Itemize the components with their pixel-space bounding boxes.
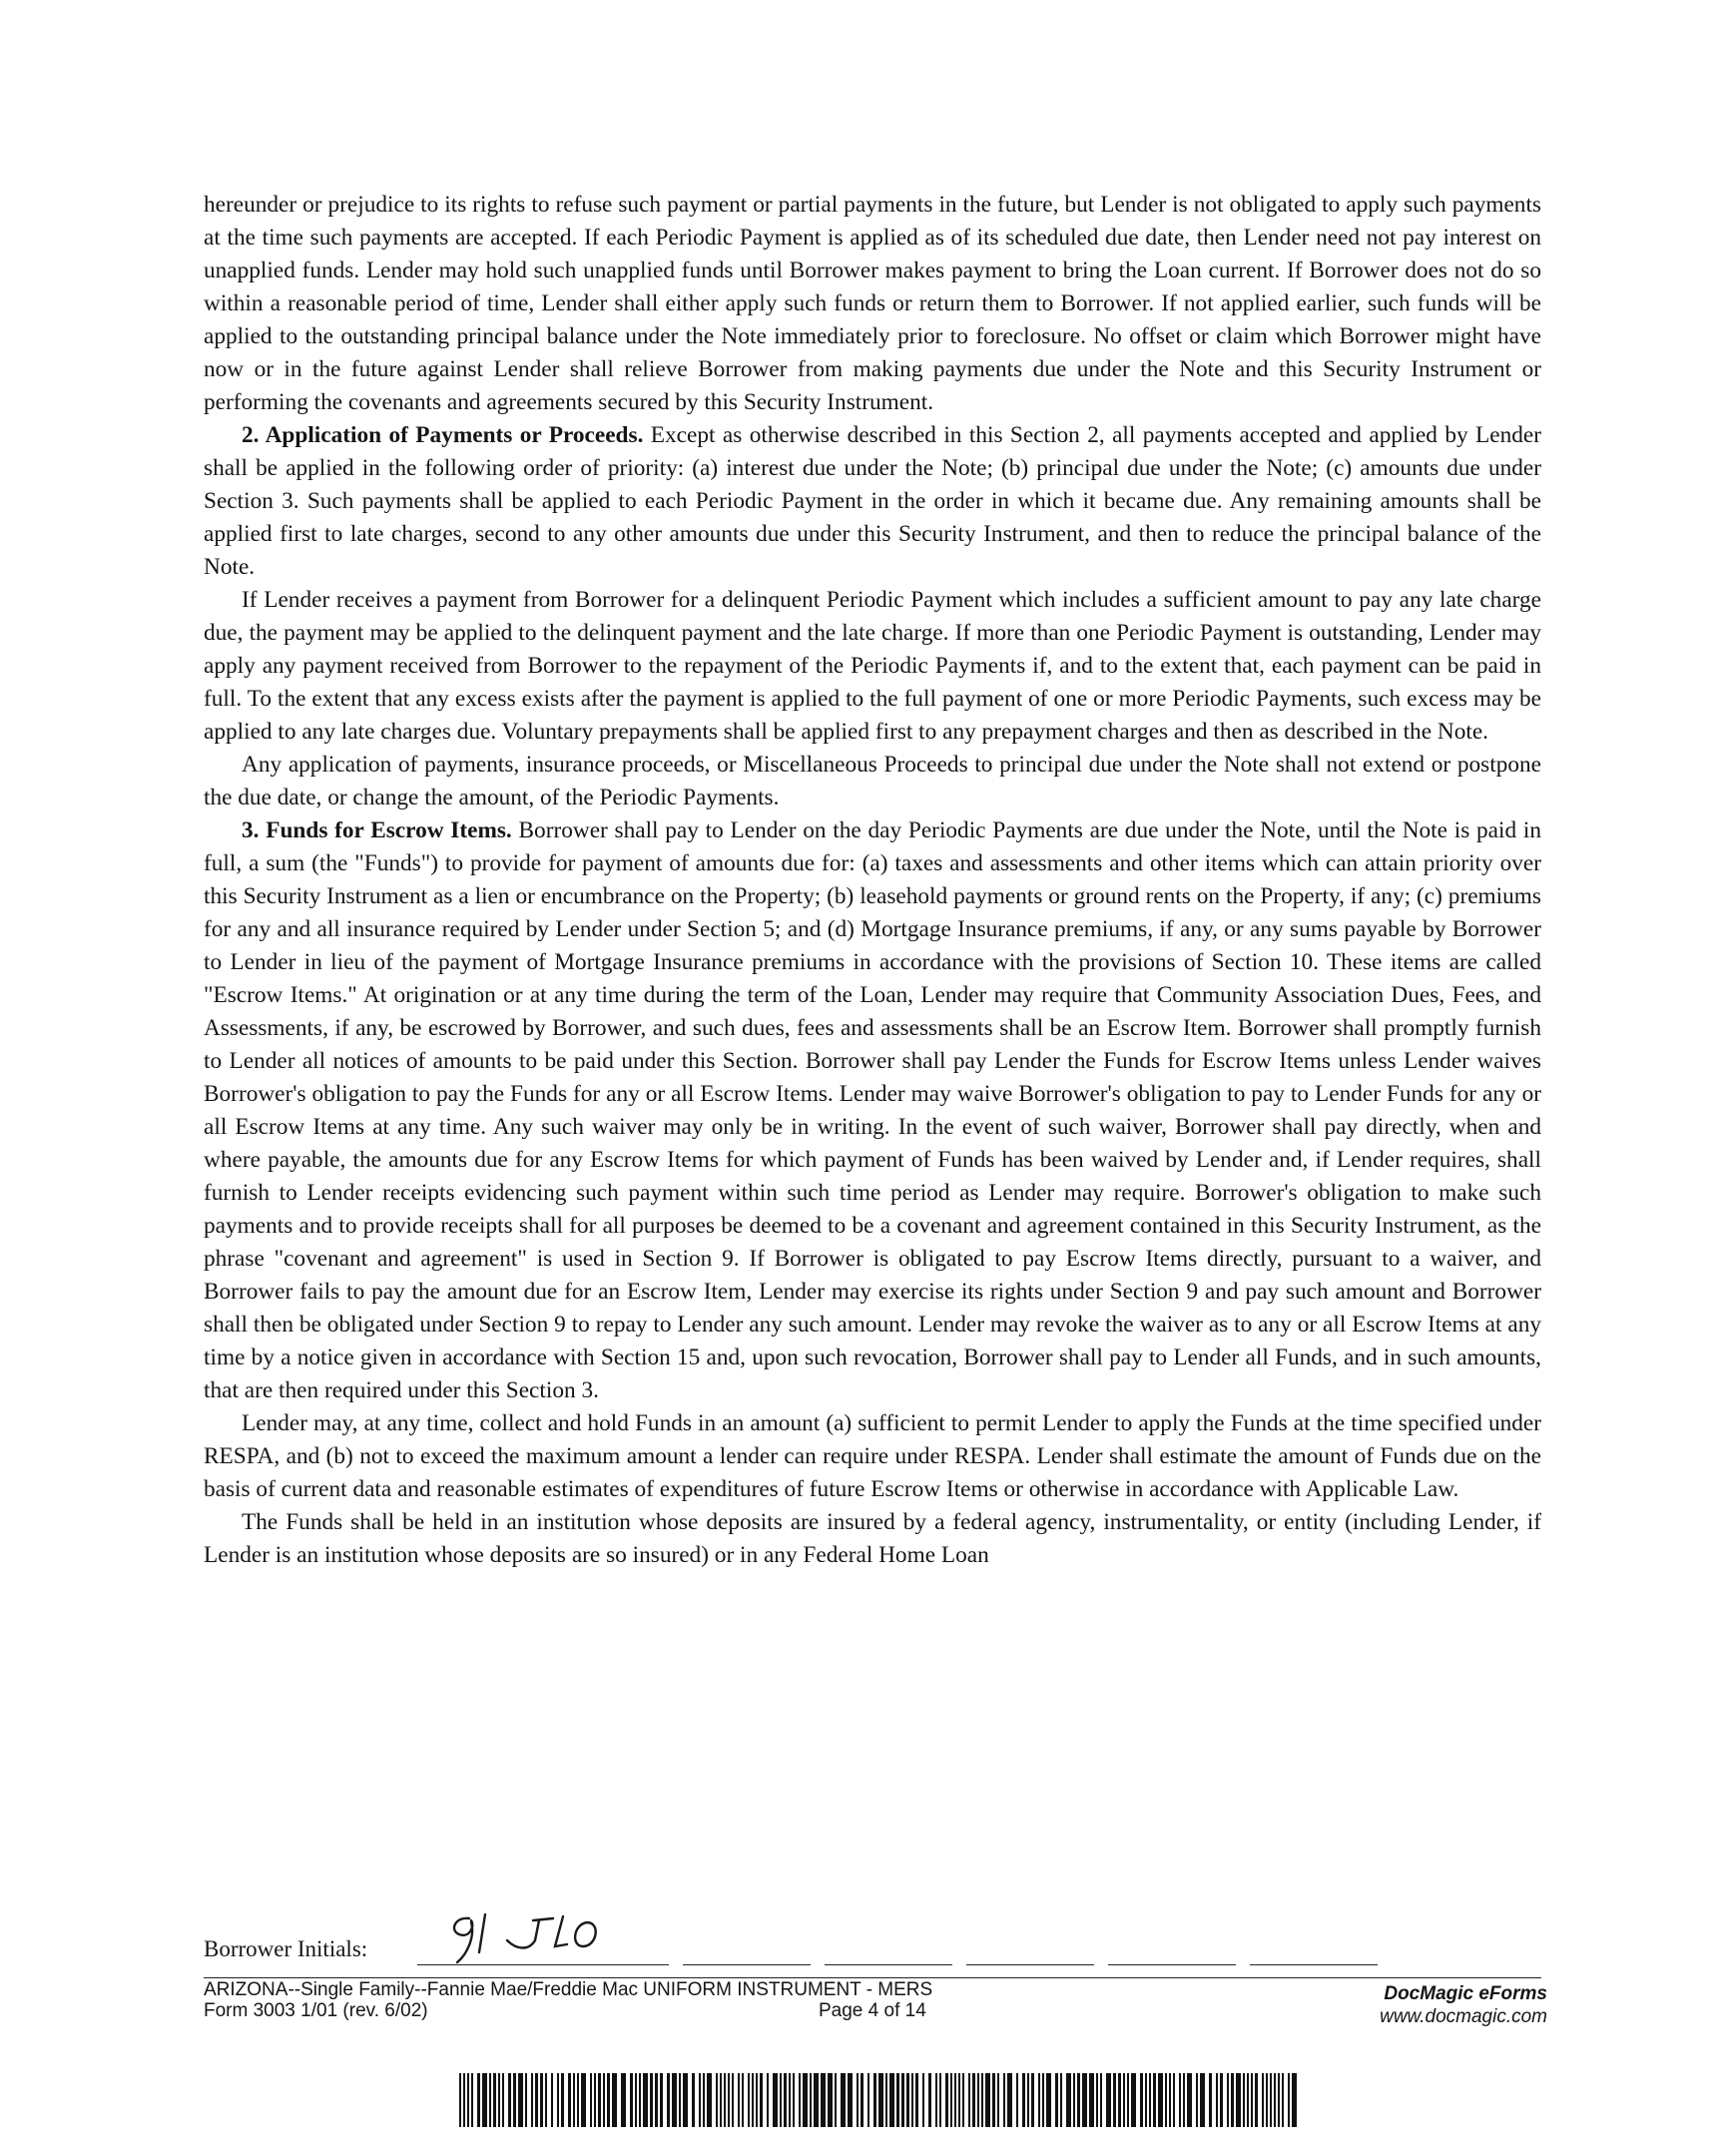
barcode-bar — [748, 2073, 750, 2127]
barcode-bar — [603, 2073, 605, 2127]
barcode-bar — [1209, 2073, 1212, 2127]
barcode-bar — [594, 2073, 596, 2127]
barcode-bar — [561, 2073, 564, 2127]
barcode-bar — [780, 2073, 782, 2127]
barcode-bar — [1278, 2073, 1280, 2127]
initials-line-4 — [966, 1912, 1094, 1965]
barcode-bar — [1255, 2073, 1258, 2127]
section-2-paragraph-2: If Lender receives a payment from Borrower for a delinquent Periodic Payment which includes a sufficient amount to pay any late charge due, the payment may be applied to the delinquent payment and the late charge. If more than one Periodic Payment is outstanding, Lender may apply any payment received from Borrower to the repayment of the Periodic Payments if, and to the extent that, each payment can be paid in full. To the extent that any excess exists after the payment is applied to the full payment of one or more Periodic Payments, such excess may be applied to any late charges due. Voluntary prepayments shall be applied first to any prepayment charges and then as described in the Note. — [204, 587, 1541, 745]
barcode-bar — [683, 2073, 688, 2127]
barcode-bar — [1220, 2073, 1223, 2127]
barcode-bar — [1038, 2073, 1040, 2127]
barcode-bar — [1200, 2073, 1205, 2127]
barcode-bar — [1113, 2073, 1116, 2127]
borrower-initials-row — [204, 1912, 1541, 1972]
section-3-paragraph-3: The Funds shall be held in an institution whose deposits are insured by a federal agency, instrumentality, or entity (including Lender, if Lender is an institution whose deposits are so insured) or in any Federal Home Loan — [204, 1509, 1541, 1568]
barcode-bar — [901, 2073, 904, 2127]
barcode-bar — [962, 2073, 964, 2127]
barcode-bar — [1027, 2073, 1029, 2127]
barcode-bar — [590, 2073, 592, 2127]
barcode-bar — [1227, 2073, 1229, 2127]
barcode-bar — [635, 2073, 637, 2127]
barcode-bar — [1262, 2073, 1264, 2127]
barcode-bar — [789, 2073, 791, 2127]
barcode-bar — [471, 2073, 473, 2127]
docmagic-logo: DocMagic eForms — [1384, 1983, 1547, 2004]
barcode-bar — [1007, 2073, 1012, 2127]
section-3-paragraph — [204, 814, 1541, 1407]
footer-divider — [204, 1977, 1541, 1978]
barcode-bar — [1100, 2073, 1102, 2127]
barcode-bar — [672, 2073, 677, 2127]
barcode-bar — [1089, 2073, 1094, 2127]
barcode-bar — [1173, 2073, 1175, 2127]
barcode-bar — [742, 2073, 744, 2127]
barcode-bar — [630, 2073, 633, 2127]
barcode-bar — [992, 2073, 995, 2127]
barcode-bar — [1118, 2073, 1121, 2127]
barcode-bar — [1274, 2073, 1276, 2127]
barcode-bar — [828, 2073, 833, 2127]
barcode-bar — [467, 2073, 469, 2127]
barcode-bar — [793, 2073, 795, 2127]
barcode-bar — [716, 2073, 718, 2127]
barcode-bar — [784, 2073, 787, 2127]
barcode-bar — [1153, 2073, 1156, 2127]
barcode-bar — [482, 2073, 487, 2127]
barcode-bar — [922, 2073, 924, 2127]
initials-line-3 — [825, 1912, 952, 1965]
barcode-bar — [1127, 2073, 1129, 2127]
barcode-bar — [935, 2073, 937, 2127]
section-2-paragraph — [204, 419, 1541, 584]
section-3-text: Borrower shall pay to Lender on the day Periodic Payments are due under the Note, until the Note is paid in full, a sum (the "Funds") to provide for payment of amounts due for: (a) taxes and assessments and other items which can attain priority over this Security Instrument as a lien or encumbrance on the Property; (b) leasehold payments or ground rents on the Property, if any; (c) premiums for any and all insurance required by Lender under Section 5; and (d) Mortgage Insurance premiums, if any, or any sums payable by Borrower to Lender in lieu of the payment of Mortgage Insurance premiums in accordance with the provisions of Section 10. These items are called "Escrow Items." At origination or at any time during the term of the Loan, Lender may require that Community Association Dues, Fees, and Assessments, if any, be escrowed by Borrower, and such dues, fees and assessments shall be an Escrow Item. Borrower shall promptly furnish to Lender all notices of amounts to be paid under this Section. Borrower shall pay Lender the Funds for Escrow Items unless Lender waives Borrower's obligation to pay the Funds for any or all Escrow Items. Lender may waive Borrower's obligation to pay to Lender Funds for any or all Escrow Items at any time. Any such waiver may only be in writing. In the event of such waiver, Borrower shall pay directly, when and where payable, the amounts due for any Escrow Items for which payment of Funds has been waived by Lender and, if Lender requires, shall furnish to Lender receipts evidencing such payment within such time period as Lender may require. Borrower's obligation to make such payments and to provide receipts shall for all purposes be deemed to be a covenant and agreement contained in this Security Instrument, as the phrase "covenant and agreement" is used in Section 9. If Borrower is obligated to pay Escrow Items directly, pursuant to a waiver, and Borrower fails to pay the amount due for an Escrow Item, Lender may exercise its rights under Section 9 and pay such amount and Borrower shall then be obligated under Section 9 to repay to Lender any such amount. Lender may revoke the waiver as to any or all Escrow Items at any time by a notice given in accordance with Section 15 and, upon such revocation, Borrower shall pay to Lender all Funds, and in such amounts, that are then required under this Section 3. — [204, 817, 1542, 1403]
barcode-bar — [540, 2073, 543, 2127]
barcode-bar — [679, 2073, 681, 2127]
barcode-bar — [650, 2073, 653, 2127]
barcode-bar — [502, 2073, 504, 2127]
barcode-bar — [545, 2073, 547, 2127]
barcode-bar — [968, 2073, 970, 2127]
initials-line-6 — [1250, 1912, 1378, 1965]
barcode-bar — [1042, 2073, 1044, 2127]
barcode-bar — [752, 2073, 754, 2127]
barcode-bar — [928, 2073, 931, 2127]
barcode-bar — [848, 2073, 853, 2127]
barcode-bar — [699, 2073, 701, 2127]
barcode-bar — [773, 2073, 778, 2127]
barcode-bar — [1096, 2073, 1098, 2127]
initials-line-5 — [1108, 1912, 1236, 1965]
barcode-bar — [1169, 2073, 1171, 2127]
docmagic-website: www.docmagic.com — [1380, 2006, 1547, 2027]
barcode-bar — [954, 2073, 956, 2127]
barcode-bar — [655, 2073, 658, 2127]
barcode-bar — [1082, 2073, 1087, 2127]
barcode-bar — [767, 2073, 769, 2127]
barcode-bar — [557, 2073, 559, 2127]
section-3-paragraph-2: Lender may, at any time, collect and hold Funds in an amount (a) sufficient to permit Lender to apply the Funds at the time specified under RESPA, and (b) not to exceed the maximum amount a lender can require under RESPA. Lender shall estimate the amount of Funds due on the basis of current data and reasonable estimates of expenditures of future Escrow Items or otherwise in accordance with Applicable Law. — [204, 1410, 1541, 1502]
barcode-bar — [950, 2073, 952, 2127]
barcode-bar — [835, 2073, 837, 2127]
barcode-bar — [810, 2073, 812, 2127]
barcode-bar — [577, 2073, 579, 2127]
barcode-bar — [1288, 2073, 1290, 2127]
barcode-bar — [607, 2073, 610, 2127]
barcode-bar — [1055, 2073, 1058, 2127]
barcode-bar — [535, 2073, 538, 2127]
barcode-bar — [896, 2073, 899, 2127]
barcode-bar — [612, 2073, 617, 2127]
barcode-bar — [814, 2073, 819, 2127]
barcode-bar — [1131, 2073, 1136, 2127]
footer-brand-block — [1380, 1982, 1547, 2028]
barcode-bar — [1179, 2073, 1181, 2127]
barcode-bar — [1243, 2073, 1245, 2127]
barcode-bar — [489, 2073, 491, 2127]
barcode-bar — [1158, 2073, 1163, 2127]
barcode-bar — [1236, 2073, 1241, 2127]
body-text — [204, 189, 1541, 1572]
barcode-bar — [598, 2073, 601, 2127]
barcode-bar — [1016, 2073, 1018, 2127]
barcode-bar — [977, 2073, 979, 2127]
barcode-bar — [911, 2073, 913, 2127]
barcode-bar — [639, 2073, 641, 2127]
barcode-bar — [958, 2073, 960, 2127]
barcode-bar — [1187, 2073, 1192, 2127]
barcode-bar — [1077, 2073, 1080, 2127]
barcode-bar — [568, 2073, 571, 2127]
barcode-bar — [1270, 2073, 1272, 2127]
barcode-bar — [703, 2073, 705, 2127]
barcode-bar — [732, 2073, 734, 2127]
barcode-bar — [857, 2073, 859, 2127]
barcode-bar — [821, 2073, 826, 2127]
barcode-bar — [621, 2073, 626, 2127]
barcode-bar — [1149, 2073, 1151, 2127]
handwritten-initials — [417, 1906, 657, 1966]
barcode-bar — [692, 2073, 695, 2127]
barcode-bar — [1165, 2073, 1167, 2127]
initials-line-2 — [683, 1912, 811, 1965]
barcode-bar — [915, 2073, 918, 2127]
barcode-bar — [799, 2073, 801, 2127]
barcode-bar — [724, 2073, 726, 2127]
borrower-initials-label: Borrower Initials: — [204, 1936, 368, 1961]
section-2-paragraph-3: Any application of payments, insurance proceeds, or Miscellaneous Proceeds to principal due under the Note shall not extend or postpone the due date, or change the amount, of the Periodic Payments. — [204, 752, 1541, 810]
barcode-bar — [728, 2073, 730, 2127]
barcode-bar — [1003, 2073, 1005, 2127]
barcode-bar — [463, 2073, 465, 2127]
barcode-bar — [981, 2073, 983, 2127]
barcode-bar — [939, 2073, 941, 2127]
barcode-bar — [1292, 2073, 1297, 2127]
barcode-bar — [878, 2073, 883, 2127]
footer-form-title: ARIZONA--Single Family--Fannie Mae/Freddie Mac UNIFORM INSTRUMENT - MERS — [204, 1979, 933, 2000]
barcode-bar — [803, 2073, 808, 2127]
barcode-bar — [498, 2073, 500, 2127]
barcode-bar — [1066, 2073, 1071, 2127]
barcode-bar — [889, 2073, 894, 2127]
section-2-heading: 2. Application of Payments or Proceeds. — [242, 422, 644, 448]
barcode-bar — [867, 2073, 869, 2127]
barcode-bar — [643, 2073, 648, 2127]
barcode-bar — [573, 2073, 575, 2127]
barcode-bar — [720, 2073, 722, 2127]
barcode-bar — [1196, 2073, 1198, 2127]
barcode-bar — [972, 2073, 975, 2127]
barcode-bar — [531, 2073, 533, 2127]
barcode-bar — [841, 2073, 846, 2127]
barcode-bar — [513, 2073, 516, 2127]
barcode-bar — [1031, 2073, 1034, 2127]
barcode-bar — [1106, 2073, 1111, 2127]
barcode-bar — [1266, 2073, 1268, 2127]
barcode-bar — [1282, 2073, 1284, 2127]
barcode-bar — [660, 2073, 663, 2127]
barcode-bar — [508, 2073, 511, 2127]
barcode-bar — [1247, 2073, 1249, 2127]
barcode-bar — [945, 2073, 948, 2127]
barcode-bar — [997, 2073, 999, 2127]
barcode-bar — [459, 2073, 461, 2127]
barcode-bar — [1060, 2073, 1062, 2127]
barcode-bar — [1046, 2073, 1051, 2127]
barcode-bar — [1123, 2073, 1125, 2127]
barcode-bar — [760, 2073, 763, 2127]
barcode-bar — [525, 2073, 527, 2127]
barcode-bar — [1251, 2073, 1253, 2127]
barcode-bar — [707, 2073, 712, 2127]
barcode-bar — [756, 2073, 758, 2127]
barcode-bar — [1073, 2073, 1075, 2127]
barcode-bar — [667, 2073, 670, 2127]
barcode-bar — [1145, 2073, 1147, 2127]
barcode-bar — [873, 2073, 876, 2127]
continuation-paragraph: hereunder or prejudice to its rights to refuse such payment or partial payments in the future, but Lender is not obligated to apply such payments at the time such payments are accepted. If each Periodic Payment is applied as of its scheduled due date, then Lender need not pay interest on unapplied funds. Lender may hold such unapplied funds until Borrower makes payment to bring the Loan current. If Borrower does not do so within a reasonable period of time, Lender shall either apply such funds or return them to Borrower. If not applied earlier, such funds will be applied to the outstanding principal balance under the Note immediately prior to foreclosure. No offset or claim which Borrower might have now or in the future against Lender shall relieve Borrower from making payments due under the Note and this Security Instrument or performing the covenants and agreements secured by this Security Instrument. — [204, 192, 1541, 415]
initials-line-1 — [417, 1912, 669, 1965]
barcode-bar — [493, 2073, 496, 2127]
barcode-bar — [738, 2073, 740, 2127]
barcode-bar — [518, 2073, 523, 2127]
barcode-bar — [1216, 2073, 1218, 2127]
section-2-text: Except as otherwise described in this Section 2, all payments accepted and applied by Lender shall be applied in the following order of priority: (a) interest due under the Note; (b) principal due under the Note; (c) amounts due under Section 3. Such payments shall be applied to each Periodic Payment in the order in which it became due. Any remaining amounts shall be applied first to late charges, second to any other amounts due under this Security Instrument, and then to reduce the principal balance of the Note. — [204, 422, 1541, 580]
barcode-bar — [985, 2073, 990, 2127]
barcode-bar — [581, 2073, 586, 2127]
document-barcode — [459, 2073, 1298, 2127]
barcode-bar — [1022, 2073, 1025, 2127]
barcode-bar — [551, 2073, 553, 2127]
footer-form-number: Form 3003 1/01 (rev. 6/02) — [204, 2000, 428, 2021]
barcode-bar — [1183, 2073, 1185, 2127]
footer-page-number: Page 4 of 14 — [819, 2000, 926, 2021]
barcode-bar — [1140, 2073, 1143, 2127]
barcode-bar — [906, 2073, 909, 2127]
barcode-bar — [861, 2073, 863, 2127]
barcode-bar — [885, 2073, 887, 2127]
barcode-bar — [477, 2073, 480, 2127]
section-3-heading: 3. Funds for Escrow Items. — [242, 817, 512, 843]
barcode-bar — [1231, 2073, 1234, 2127]
